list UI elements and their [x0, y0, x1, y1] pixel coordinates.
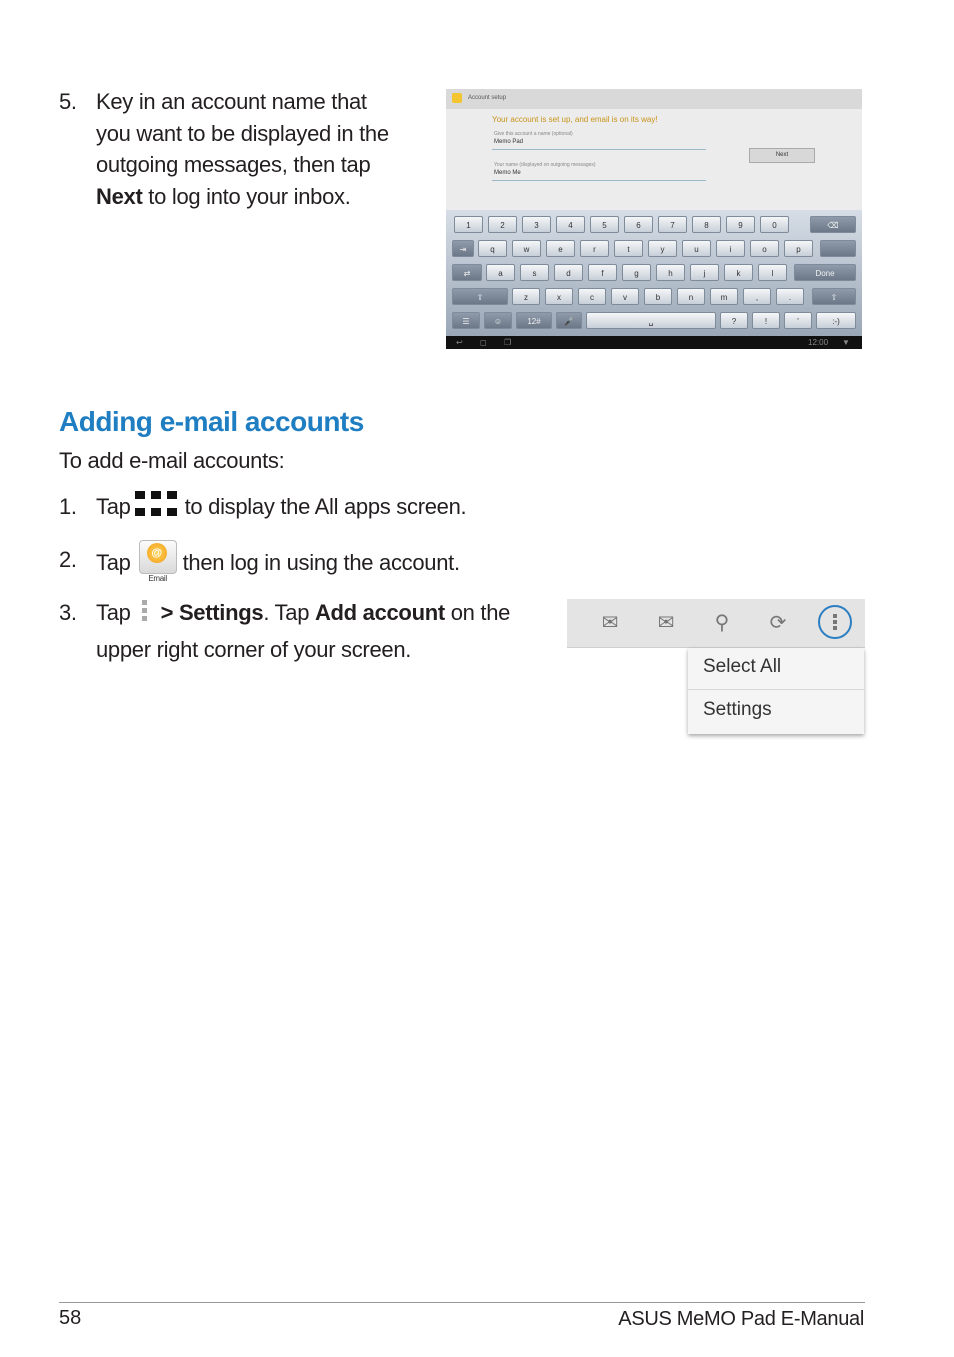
step-text	[96, 597, 510, 665]
key-5[interactable]: 5	[590, 216, 619, 233]
all-apps-icon	[135, 491, 179, 519]
smiley-key[interactable]: :-)	[816, 312, 856, 329]
key-z-row-7[interactable]: ,	[743, 288, 771, 305]
key-e[interactable]: e	[546, 240, 575, 257]
key-l[interactable]: l	[758, 264, 787, 281]
next-keyword: Next	[96, 183, 143, 209]
step-number: 3.	[59, 600, 77, 625]
key-z-row-4[interactable]: b	[644, 288, 672, 305]
your-name-value[interactable]: Memo Me	[494, 170, 521, 176]
blank-key[interactable]	[820, 240, 856, 257]
step-line: upper right corner of your screen.	[96, 636, 412, 662]
key-p[interactable]: p	[784, 240, 813, 257]
system-nav-bar	[446, 336, 862, 349]
key-z-row-3[interactable]: v	[611, 288, 639, 305]
mailboxes-icon[interactable]: ✉	[601, 612, 619, 634]
apostrophe-key[interactable]: '	[784, 312, 812, 329]
key-z-row-2[interactable]: c	[578, 288, 606, 305]
section-intro: To add e-mail accounts:	[59, 448, 285, 473]
setup-title: Account setup	[468, 95, 507, 101]
done-key[interactable]: Done	[794, 264, 856, 281]
step-line	[96, 181, 426, 213]
account-name-value[interactable]: Memo Pad	[494, 139, 524, 145]
next-button[interactable]: Next	[749, 148, 815, 163]
key-r[interactable]: r	[580, 240, 609, 257]
shift-key-left[interactable]: ⇧	[452, 288, 508, 305]
key-9[interactable]: 9	[726, 216, 755, 233]
step-line	[96, 597, 510, 629]
search-icon[interactable]: ⚲	[714, 612, 730, 634]
account-name-underline	[492, 149, 706, 150]
menu-screenshot	[567, 599, 865, 736]
switch-key[interactable]: ⇄	[452, 264, 482, 281]
recent-apps-icon[interactable]: ❐	[504, 338, 512, 347]
key-f[interactable]: f	[588, 264, 617, 281]
setup-title-bar	[446, 89, 862, 109]
tab-key[interactable]: ⇥	[452, 240, 474, 257]
key-d[interactable]: d	[554, 264, 583, 281]
compose-icon[interactable]: ✉	[657, 612, 675, 634]
section-heading: Adding e-mail accounts	[59, 406, 364, 437]
key-z-row-1[interactable]: x	[545, 288, 573, 305]
step-post: then log in using the account.	[182, 549, 460, 575]
key-2[interactable]: 2	[488, 216, 517, 233]
key-z-row-6[interactable]: m	[710, 288, 738, 305]
home-icon[interactable]: ◻	[480, 338, 487, 347]
key-z-row-0[interactable]: z	[512, 288, 540, 305]
key-o[interactable]: o	[750, 240, 779, 257]
step-pre: Tap	[96, 494, 131, 519]
step-line: outgoing messages, then tap	[96, 152, 371, 177]
email-app-icon	[452, 93, 462, 103]
mic-key[interactable]: 🎤	[556, 312, 582, 329]
step-text	[96, 544, 460, 584]
backspace-key[interactable]: ⌫	[810, 216, 856, 233]
account-setup-screenshot	[446, 89, 862, 349]
back-icon[interactable]: ↩	[456, 338, 463, 347]
step-mid: . Tap	[263, 600, 315, 625]
menu-item-select-all[interactable]: Select All	[703, 656, 782, 677]
symbols-key[interactable]: 12#	[516, 312, 552, 329]
menu-divider	[688, 689, 864, 690]
key-0[interactable]: 0	[760, 216, 789, 233]
add-account-keyword: Add account	[314, 600, 445, 625]
step-pre: Tap	[96, 549, 131, 575]
key-4[interactable]: 4	[556, 216, 585, 233]
step-number: 1.	[59, 494, 77, 519]
clock: 12:00	[808, 338, 829, 347]
key-i[interactable]: i	[716, 240, 745, 257]
menu-dots-icon	[137, 598, 151, 624]
key-a[interactable]: a	[486, 264, 515, 281]
exclaim-key[interactable]: !	[752, 312, 780, 329]
settings-key[interactable]: ☰	[452, 312, 480, 329]
your-name-underline	[492, 180, 706, 181]
key-6[interactable]: 6	[624, 216, 653, 233]
key-u[interactable]: u	[682, 240, 711, 257]
step-pre: Tap	[96, 600, 131, 625]
step-post: on the	[444, 600, 511, 625]
key-z-row-5[interactable]: n	[677, 288, 705, 305]
shift-key-right[interactable]: ⇧	[812, 288, 856, 305]
refresh-icon[interactable]: ⟳	[769, 612, 787, 634]
settings-keyword: > Settings	[160, 600, 264, 625]
key-1[interactable]: 1	[454, 216, 483, 233]
your-name-label: Your name (displayed on outgoing messages)	[494, 162, 596, 168]
step-text	[96, 86, 426, 212]
step-line: you want to be displayed in the	[96, 120, 389, 146]
wifi-icon: ▼	[842, 338, 850, 347]
step-number: 2.	[59, 547, 77, 572]
question-key[interactable]: ?	[720, 312, 748, 329]
footer-divider	[59, 1302, 865, 1303]
on-screen-keyboard	[446, 210, 862, 336]
key-s[interactable]: s	[520, 264, 549, 281]
key-k[interactable]: k	[724, 264, 753, 281]
account-name-label: Give this account a name (optional)	[494, 131, 573, 137]
step-line: Key in an account name that	[96, 89, 367, 114]
manual-title: ASUS MeMO Pad E-Manual	[618, 1308, 864, 1330]
key-y[interactable]: y	[648, 240, 677, 257]
step-text	[96, 491, 466, 523]
setup-heading: Your account is set up, and email is on its way!	[492, 115, 658, 124]
menu-item-settings[interactable]: Settings	[703, 699, 772, 720]
key-3[interactable]: 3	[522, 216, 551, 233]
action-bar	[567, 599, 865, 648]
key-8[interactable]: 8	[692, 216, 721, 233]
key-w[interactable]: w	[512, 240, 541, 257]
emoji-key[interactable]: ☺	[484, 312, 512, 329]
email-icon-caption: Email	[148, 574, 167, 583]
step-line-rest: to log into your inbox.	[142, 183, 351, 209]
overflow-menu	[688, 648, 864, 734]
key-g[interactable]: g	[622, 264, 651, 281]
key-j[interactable]: j	[690, 264, 719, 281]
key-7[interactable]: 7	[658, 216, 687, 233]
step-post: to display the All apps screen.	[184, 494, 467, 519]
key-q[interactable]: q	[478, 240, 507, 257]
page-number: 58	[59, 1307, 82, 1329]
menu-dots-icon[interactable]	[818, 605, 852, 639]
space-key[interactable]: ␣	[586, 312, 716, 329]
key-t[interactable]: t	[614, 240, 643, 257]
email-app-icon: @ Email	[135, 540, 181, 580]
step-number: 5.	[59, 89, 77, 114]
key-z-row-8[interactable]: .	[776, 288, 804, 305]
key-h[interactable]: h	[656, 264, 685, 281]
